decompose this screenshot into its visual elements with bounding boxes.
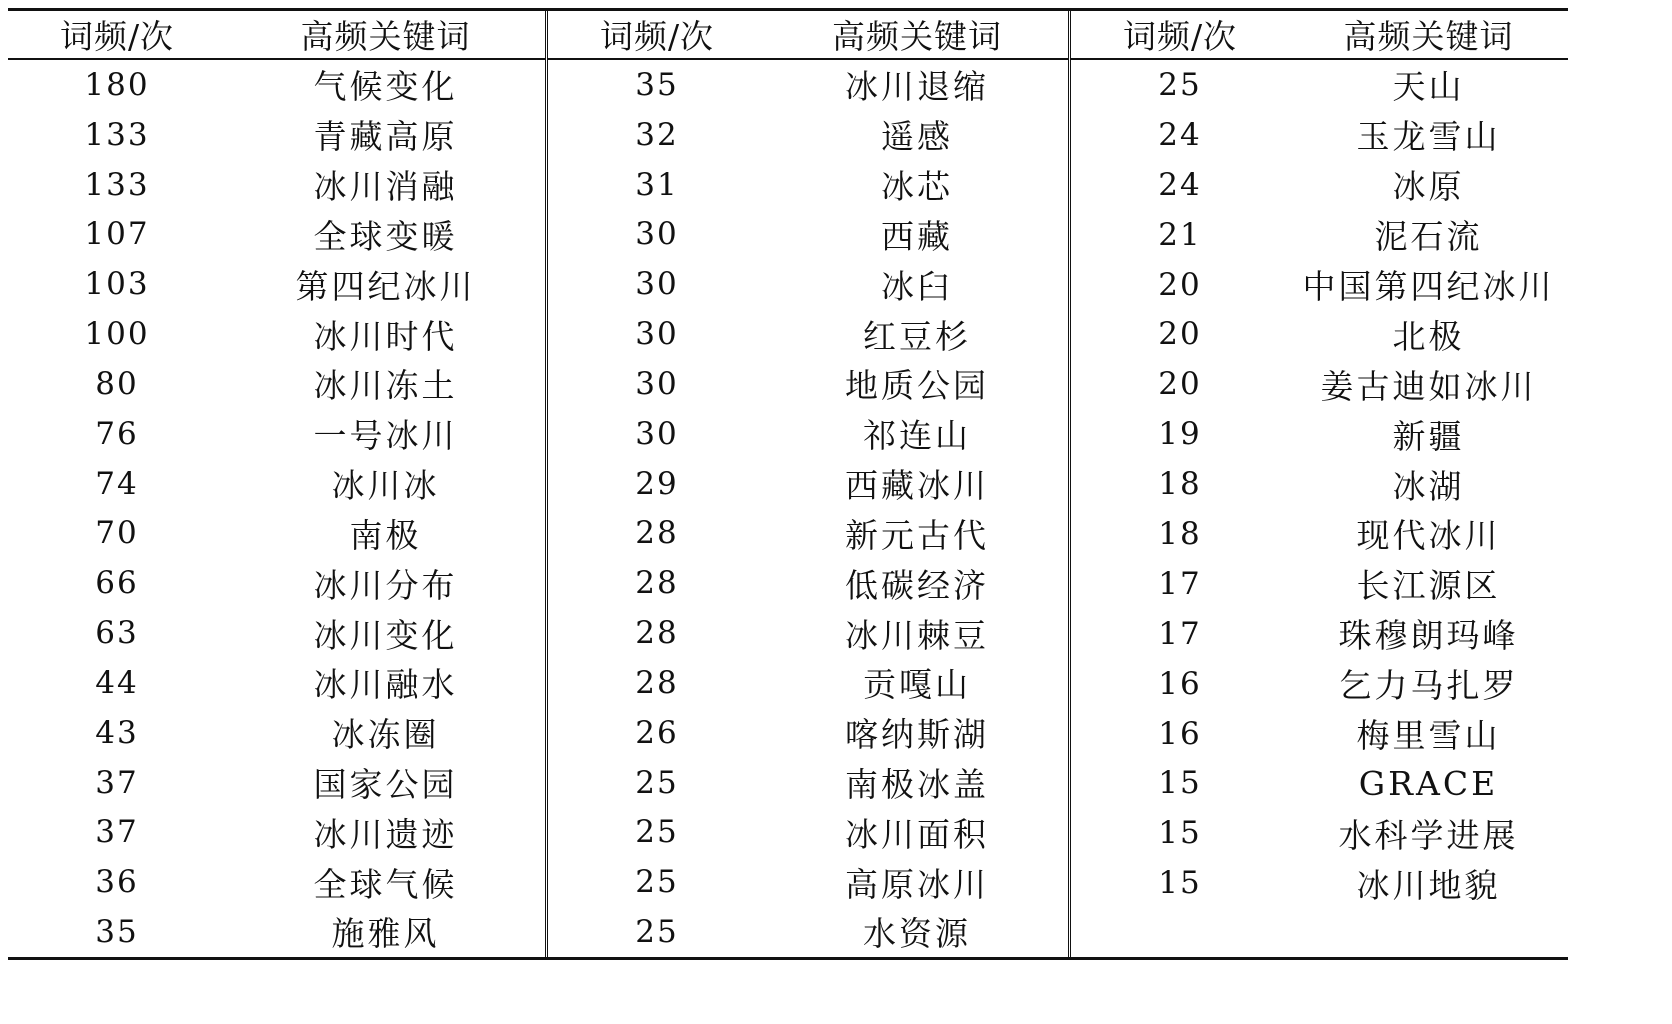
keyword-cell: 冰川变化 xyxy=(313,615,458,655)
keyword-cell: 水科学进展 xyxy=(1338,815,1519,855)
frequency-cell: 18 xyxy=(1158,466,1202,503)
keyword-cell: 青藏高原 xyxy=(313,117,458,157)
table-block-3 xyxy=(1071,11,1568,957)
table-row xyxy=(1071,758,1568,808)
keyword-cell: 国家公园 xyxy=(313,765,458,804)
table-row xyxy=(548,459,1068,509)
table-row xyxy=(1071,509,1568,559)
frequency-cell: 36 xyxy=(95,864,139,901)
header-keyword: 高频关键词 xyxy=(1343,17,1514,56)
table-row xyxy=(8,708,545,758)
table-row xyxy=(548,658,1068,708)
keyword-cell: 一号冰川 xyxy=(313,416,458,456)
table-row xyxy=(8,359,545,409)
frequency-cell: 44 xyxy=(95,664,139,701)
frequency-cell: 20 xyxy=(1158,366,1202,403)
keyword-cell: 冰臼 xyxy=(881,266,953,306)
table-row xyxy=(548,857,1068,907)
table-row xyxy=(1071,260,1568,310)
keyword-cell: GRACE xyxy=(1358,763,1499,803)
table-row xyxy=(8,259,545,309)
table-row xyxy=(8,807,545,857)
frequency-cell: 16 xyxy=(1158,715,1202,752)
frequency-cell: 107 xyxy=(84,216,150,253)
frequency-cell: 15 xyxy=(1158,815,1202,852)
table-row xyxy=(8,907,545,957)
frequency-cell: 70 xyxy=(95,515,139,552)
table-row xyxy=(1071,559,1568,609)
keyword-cell: 全球气候 xyxy=(313,864,458,904)
table-row xyxy=(8,409,545,459)
keyword-cell: 现代冰川 xyxy=(1356,516,1501,556)
keyword-cell: 冰川融水 xyxy=(313,665,458,705)
keyword-cell: 南极冰盖 xyxy=(845,765,989,804)
keyword-cell: 北极 xyxy=(1392,316,1465,356)
frequency-cell: 35 xyxy=(635,66,679,103)
keyword-cell: 喀纳斯湖 xyxy=(845,715,989,755)
table-row xyxy=(1071,459,1568,509)
frequency-cell: 43 xyxy=(95,714,139,751)
table-row xyxy=(548,807,1068,857)
frequency-cell: 21 xyxy=(1158,216,1202,253)
header-frequency: 词频/次 xyxy=(59,17,175,56)
table-row xyxy=(548,309,1068,359)
keyword-cell: 天山 xyxy=(1392,67,1465,107)
keyword-cell: 乞力马扎罗 xyxy=(1338,666,1519,706)
keyword-frequency-table xyxy=(8,8,1568,960)
keyword-cell: 冰原 xyxy=(1392,167,1465,207)
table-row xyxy=(8,758,545,808)
table-row xyxy=(548,508,1068,558)
keyword-cell: 新元古代 xyxy=(845,515,989,555)
table-row xyxy=(1071,210,1568,260)
table-row xyxy=(1071,359,1568,409)
table-row xyxy=(1071,609,1568,659)
table-row xyxy=(8,608,545,658)
keyword-cell: 地质公园 xyxy=(845,366,989,406)
keyword-cell: 冰川时代 xyxy=(313,316,458,356)
table-row xyxy=(548,708,1068,758)
frequency-cell: 63 xyxy=(95,615,139,652)
table-row xyxy=(548,60,1068,110)
frequency-cell: 26 xyxy=(635,714,679,751)
keyword-cell: 梅里雪山 xyxy=(1356,716,1501,756)
keyword-cell: 西藏冰川 xyxy=(845,466,989,506)
frequency-cell: 32 xyxy=(635,116,679,153)
keyword-cell: 遥感 xyxy=(881,117,953,157)
keyword-cell: 红豆杉 xyxy=(863,316,971,356)
frequency-cell: 37 xyxy=(95,814,139,851)
keyword-cell: 祁连山 xyxy=(863,416,971,456)
keyword-cell: 玉龙雪山 xyxy=(1356,117,1501,157)
table-row xyxy=(548,160,1068,210)
table-row xyxy=(8,209,545,259)
frequency-cell: 30 xyxy=(635,216,679,253)
keyword-cell: 气候变化 xyxy=(313,67,458,107)
frequency-cell: 18 xyxy=(1158,515,1202,552)
keyword-cell: 第四纪冰川 xyxy=(295,266,476,306)
keyword-cell: 施雅风 xyxy=(331,914,440,954)
header-keyword: 高频关键词 xyxy=(300,17,471,56)
frequency-cell: 28 xyxy=(635,615,679,652)
frequency-cell: 19 xyxy=(1158,416,1202,453)
header-row xyxy=(8,11,545,60)
keyword-cell: 珠穆朗玛峰 xyxy=(1338,616,1519,656)
header-frequency: 词频/次 xyxy=(1122,17,1238,56)
frequency-cell: 103 xyxy=(84,266,150,303)
table-row xyxy=(8,658,545,708)
frequency-cell: 15 xyxy=(1158,765,1202,802)
keyword-cell: 泥石流 xyxy=(1374,217,1483,257)
keyword-cell: 中国第四纪冰川 xyxy=(1302,267,1555,306)
frequency-cell: 25 xyxy=(1158,66,1202,103)
frequency-cell: 20 xyxy=(1158,266,1202,303)
frequency-cell: 76 xyxy=(95,415,139,452)
header-frequency: 词频/次 xyxy=(599,17,715,56)
frequency-cell: 30 xyxy=(635,316,679,353)
keyword-cell: 贡嘎山 xyxy=(863,665,971,705)
table-row xyxy=(548,758,1068,808)
frequency-cell: 28 xyxy=(635,515,679,552)
table-row xyxy=(1071,409,1568,459)
header-keyword: 高频关键词 xyxy=(832,17,1002,56)
table-row xyxy=(8,508,545,558)
keyword-cell: 西藏 xyxy=(881,216,953,256)
table-row xyxy=(548,907,1068,957)
table-row xyxy=(1071,808,1568,858)
keyword-cell: 冰川遗迹 xyxy=(313,814,458,854)
frequency-cell: 25 xyxy=(635,814,679,851)
frequency-cell: 25 xyxy=(635,864,679,901)
keyword-cell: 冰川地貌 xyxy=(1356,865,1501,905)
table-row xyxy=(1071,110,1568,160)
frequency-cell: 31 xyxy=(635,166,679,203)
table-block-2 xyxy=(548,11,1068,957)
keyword-cell: 冰川棘豆 xyxy=(845,615,989,655)
keyword-cell: 全球变暖 xyxy=(313,216,458,256)
frequency-cell: 17 xyxy=(1158,615,1202,652)
frequency-cell: 66 xyxy=(95,565,139,602)
table-row xyxy=(1071,309,1568,359)
frequency-cell: 29 xyxy=(635,465,679,502)
frequency-cell: 28 xyxy=(635,565,679,602)
table-row xyxy=(1071,60,1568,110)
table-row xyxy=(548,259,1068,309)
table-row xyxy=(1071,709,1568,759)
table-row xyxy=(548,110,1068,160)
table-row xyxy=(8,558,545,608)
header-row xyxy=(1071,11,1568,60)
header-row xyxy=(548,11,1068,60)
table-row xyxy=(548,359,1068,409)
keyword-cell: 冰湖 xyxy=(1392,466,1465,506)
keyword-cell: 姜古迪如冰川 xyxy=(1320,366,1537,406)
table-row xyxy=(8,459,545,509)
table-row xyxy=(8,857,545,907)
frequency-cell: 30 xyxy=(635,365,679,402)
keyword-cell: 冰川冰 xyxy=(331,466,440,506)
table-row xyxy=(8,110,545,160)
frequency-cell: 24 xyxy=(1158,166,1202,203)
frequency-cell: 100 xyxy=(84,316,150,353)
frequency-cell: 25 xyxy=(635,913,679,950)
table-row xyxy=(1071,160,1568,210)
table-row xyxy=(8,160,545,210)
keyword-cell: 高原冰川 xyxy=(845,864,989,904)
frequency-cell: 80 xyxy=(95,365,139,402)
frequency-cell: 37 xyxy=(95,764,139,801)
keyword-cell: 南极 xyxy=(349,515,422,555)
table-row xyxy=(8,60,545,110)
keyword-cell: 冰川消融 xyxy=(313,167,458,207)
keyword-cell: 冰冻圈 xyxy=(331,715,440,755)
frequency-cell: 24 xyxy=(1158,116,1202,153)
frequency-cell: 133 xyxy=(84,166,150,203)
keyword-cell: 冰芯 xyxy=(881,167,953,207)
table-row xyxy=(8,309,545,359)
frequency-cell: 15 xyxy=(1158,865,1202,902)
frequency-cell: 20 xyxy=(1158,316,1202,353)
keyword-cell: 长江源区 xyxy=(1356,566,1501,606)
keyword-cell: 冰川冻土 xyxy=(313,366,458,406)
keyword-cell: 冰川面积 xyxy=(845,814,989,854)
frequency-cell: 30 xyxy=(635,415,679,452)
table-row xyxy=(1071,858,1568,908)
frequency-cell: 17 xyxy=(1158,565,1202,602)
frequency-cell: 30 xyxy=(635,266,679,303)
table-block-1 xyxy=(8,11,545,957)
frequency-cell: 28 xyxy=(635,664,679,701)
keyword-cell: 冰川退缩 xyxy=(845,67,989,107)
table-row xyxy=(548,209,1068,259)
frequency-cell: 16 xyxy=(1158,665,1202,702)
keyword-cell: 低碳经济 xyxy=(845,565,989,605)
frequency-cell: 35 xyxy=(95,913,139,950)
keyword-cell: 新疆 xyxy=(1392,416,1465,456)
frequency-cell: 25 xyxy=(635,764,679,801)
table-row xyxy=(1071,659,1568,709)
frequency-cell: 133 xyxy=(84,116,150,153)
table-row xyxy=(548,608,1068,658)
table-row xyxy=(548,558,1068,608)
frequency-cell: 180 xyxy=(84,66,150,103)
keyword-cell: 冰川分布 xyxy=(313,565,458,605)
table-row xyxy=(548,409,1068,459)
keyword-cell: 水资源 xyxy=(863,914,971,954)
frequency-cell: 74 xyxy=(95,465,139,502)
